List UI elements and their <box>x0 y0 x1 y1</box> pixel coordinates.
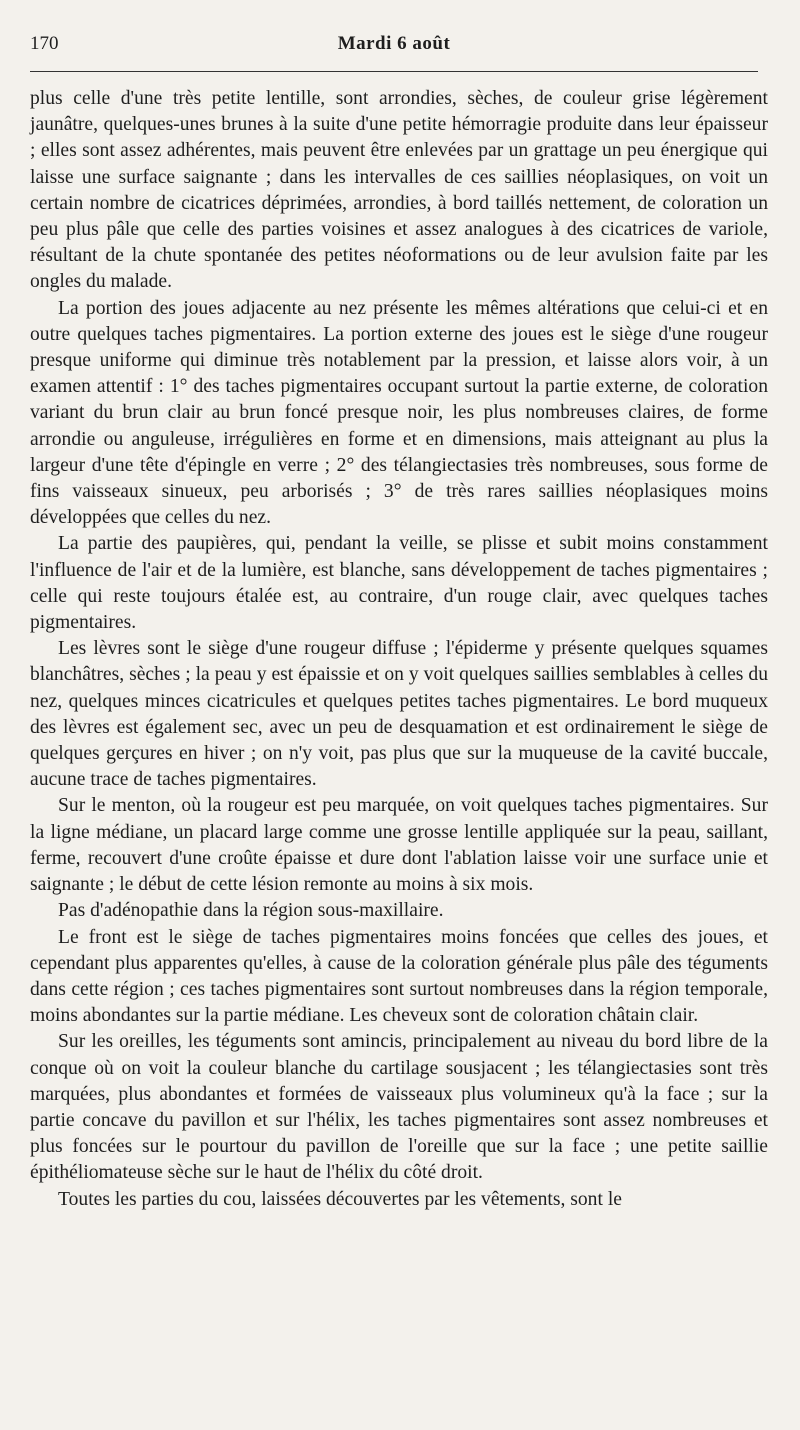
paragraph-5: Sur le menton, où la rougeur est peu marquée, on voit quelques taches pigmentaires. Sur la ligne médiane, un placard large comme une grosse lentille appliquée sur la peau, saillant, ferme, recouvert d'une croûte épaisse et dure dont l'ablation laisse voir une surface unie et saignante ; le début de cette lésion remonte au moins à six mois. <box>30 795 768 896</box>
running-head <box>30 33 758 57</box>
paragraph-9: Toutes les parties du cou, laissées découvertes par les vêtements, sont le <box>58 1188 622 1210</box>
body-text <box>30 86 768 1213</box>
paragraph-1: plus celle d'une très petite lentille, sont arrondies, sèches, de couleur grise légèrement jaunâtre, quelques-unes brunes à la suite d'une petite hémorragie produite dans leur épaisseur ; elles sont assez adhérentes, mais peuvent être enlevées par un grattage un peu énergique qui laisse une surface saignante ; dans les intervalles de ces saillies néoplasiques, on voit un certain nombre de cicatrices déprimées, arrondies, à bord taillés nettement, de coloration un peu plus pâle que celle des parties voisines et assez analogues à des cicatrices de variole, résultant de la chute spontanée des petites néoformations ou de leur avulsion faite par les ongles du malade. <box>30 88 768 293</box>
paragraph-6: Pas d'adénopathie dans la région sous-maxillaire. <box>58 900 444 922</box>
paragraph-3: La partie des paupières, qui, pendant la veille, se plisse et subit moins constamment l'influence de l'air et de la lumière, est blanche, sans développement de taches pigmentaires ; celle qui reste toujours étalée est, au contraire, d'un rouge clair, avec quelques taches pigmentaires. <box>30 533 768 634</box>
paragraph-8: Sur les oreilles, les téguments sont amincis, principalement au niveau du bord libre de la conque où on voit la couleur blanche du cartilage sousjacent ; les télangiectasies sont très marquées, plus abondantes et formées de vaisseaux plus volumineux qu'à la face ; sur la partie concave du pavillon et sur l'hélix, les taches pigmentaires sont assez nombreuses et plus foncées sur le pourtour du pavillon de l'oreille que sur la face ; une petite saillie épithéliomateuse sèche sur le haut de l'hélix du côté droit. <box>30 1031 768 1184</box>
paragraph-7: Le front est le siège de taches pigmentaires moins foncées que celles des joues, et cependant plus apparentes qu'elles, à cause de la coloration générale plus pâle des téguments dans cette région ; ces taches pigmentaires sont surtout nombreuses dans la région temporale, moins abondantes sur la partie médiane. Les cheveux sont de coloration châtain clair. <box>30 926 768 1027</box>
page-number: 170 <box>30 33 59 54</box>
running-head-title: Mardi 6 août <box>337 33 451 54</box>
paragraph-2: La portion des joues adjacente au nez présente les mêmes altérations que celui-ci et en outre quelques taches pigmentaires. La portion externe des joues est le siège d'une rougeur presque uniforme qui diminue très notablement par la pression, et laisse alors voir, à un examen attentif : 1° des taches pigmentaires occupant surtout la partie externe, de coloration variant du brun clair au brun foncé presque noir, les plus nombreuses claires, de forme arrondie ou anguleuse, irrégulières en forme et en dimensions, mais atteignant au plus la largeur d'une tête d'épingle en verre ; 2° des télangiectasies très nombreuses, sous forme de fins vaisseaux sinueux, peu arborisés ; 3° de très rares saillies néoplasiques moins développées que celles du nez. <box>30 297 768 529</box>
header-rule <box>30 71 758 72</box>
paragraph-4: Les lèvres sont le siège d'une rougeur diffuse ; l'épiderme y présente quelques squames blanchâtres, sèches ; la peau y est épaissie et on y voit quelques saillies semblables à celles du nez, quelques minces cicatricules et quelques petites taches pigmentaires. Le bord muqueux des lèvres est également sec, avec un peu de desquamation et est ordinairement le siège de quelques gerçures en hiver ; on n'y voit, pas plus que sur la muqueuse de la cavité buccale, aucune trace de taches pigmentaires. <box>30 638 768 791</box>
